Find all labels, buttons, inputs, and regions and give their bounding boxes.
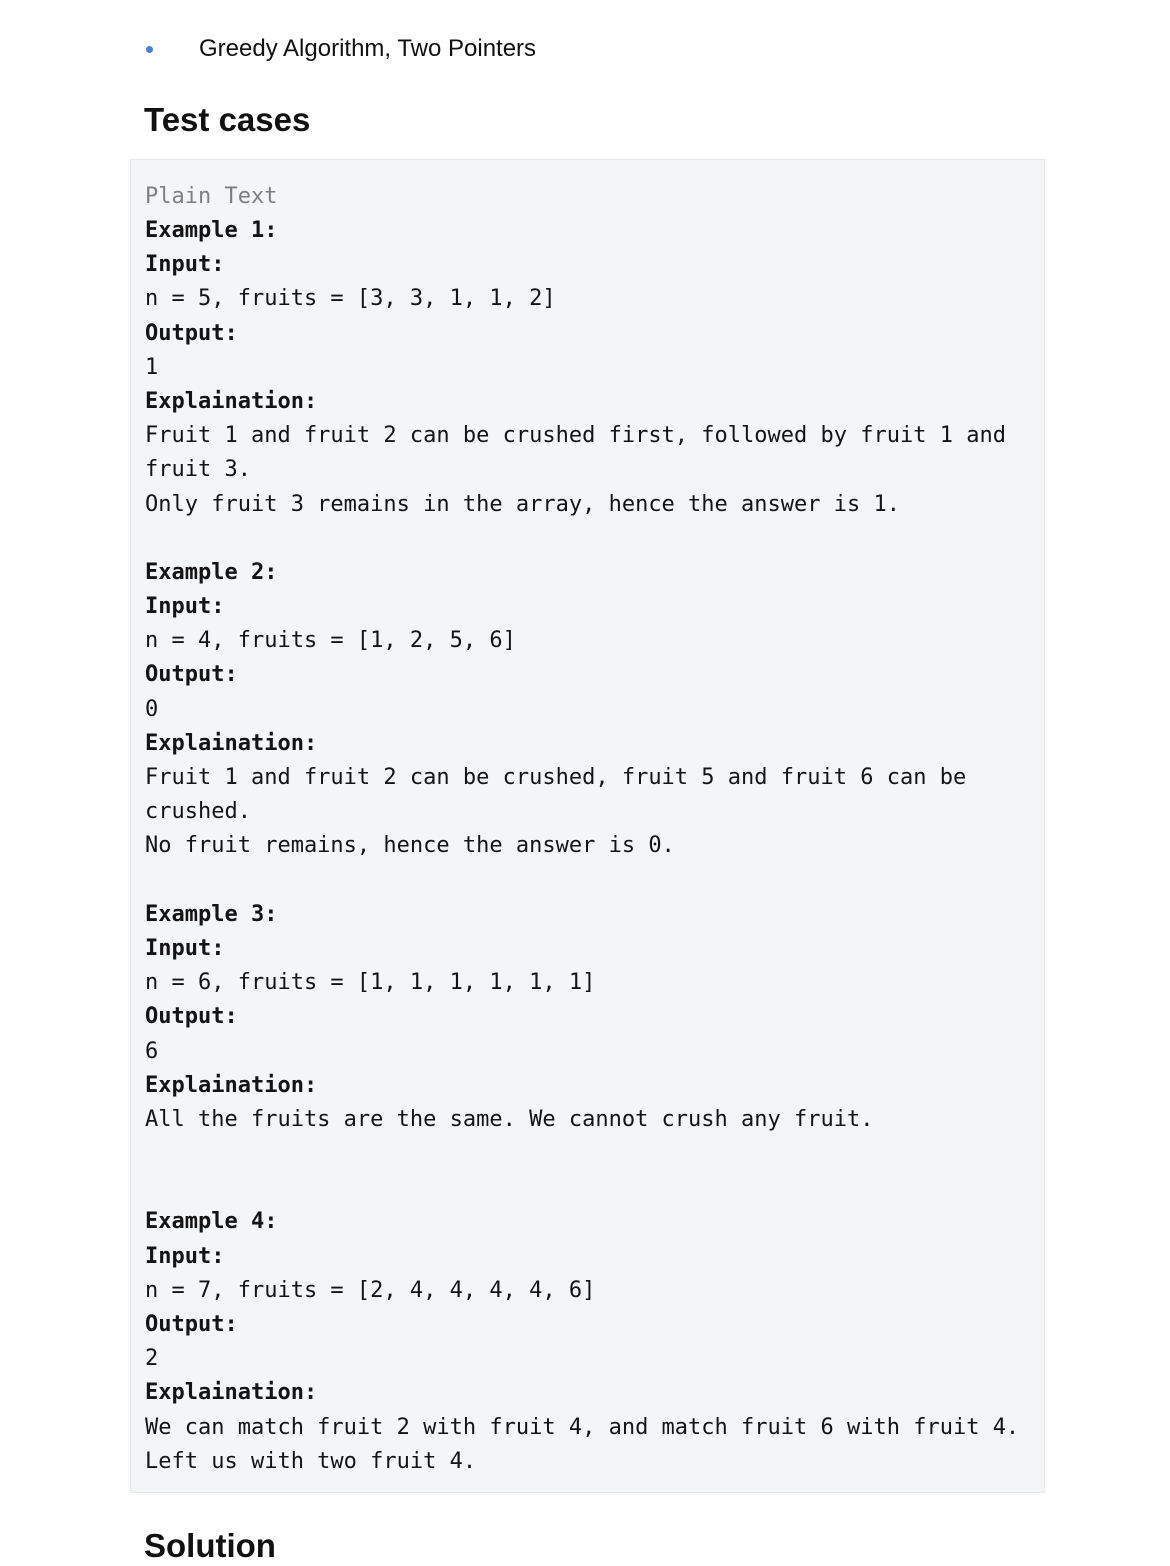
topic-tags-text: Greedy Algorithm, Two Pointers <box>199 35 537 62</box>
code-line: 1 <box>145 354 159 380</box>
code-line: 0 <box>145 696 159 722</box>
code-label-line: Output: <box>145 1312 238 1337</box>
code-label-line: Example 2: <box>145 559 278 585</box>
code-line: n = 5, fruits = [3, 3, 1, 1, 2] <box>145 286 556 312</box>
code-label-line: Input: <box>145 1243 225 1269</box>
code-blank-line <box>145 1137 1019 1171</box>
code-label-line: Input: <box>145 594 225 620</box>
code-language-label: Plain Text <box>145 184 278 209</box>
code-label-line: Input: <box>145 252 225 278</box>
code-content <box>145 214 1019 1479</box>
code-label-line: Output: <box>145 320 238 346</box>
code-line: Only fruit 3 remains in the array, hence the answer is 1. <box>145 491 900 517</box>
code-blank-line <box>145 864 1019 898</box>
code-line: Fruit 1 and fruit 2 can be crushed first, followed by fruit 1 and <box>145 423 1006 449</box>
code-blank-line <box>145 1171 1019 1205</box>
code-label-line: Explaination: <box>145 1072 318 1098</box>
code-label-line: Example 3: <box>145 901 278 927</box>
code-line: All the fruits are the same. We cannot crush any fruit. <box>145 1106 874 1132</box>
code-label-line: Output: <box>145 662 238 688</box>
code-line: crushed. <box>145 799 251 825</box>
code-line: Left us with two fruit 4. <box>145 1448 477 1474</box>
code-line: 6 <box>145 1038 159 1064</box>
code-label-line: Explaination: <box>145 388 318 414</box>
code-line: n = 4, fruits = [1, 2, 5, 6] <box>145 628 516 654</box>
code-label-line: Example 4: <box>145 1209 278 1235</box>
code-line: n = 7, fruits = [2, 4, 4, 4, 4, 6] <box>145 1277 596 1303</box>
code-line: n = 6, fruits = [1, 1, 1, 1, 1, 1] <box>145 970 596 996</box>
code-line: No fruit remains, hence the answer is 0. <box>145 833 675 859</box>
topic-list-item <box>144 33 537 65</box>
test-cases-heading: Test cases <box>144 101 311 138</box>
code-label-line: Example 1: <box>145 218 278 243</box>
code-block[interactable] <box>130 159 1045 1493</box>
code-label-line: Input: <box>145 935 225 961</box>
solution-heading: Solution <box>144 1527 276 1564</box>
code-label-line: Output: <box>145 1004 238 1030</box>
bullet-icon <box>146 46 153 53</box>
code-blank-line <box>145 522 1019 556</box>
code-label-line: Explaination: <box>145 1380 318 1406</box>
code-line: Fruit 1 and fruit 2 can be crushed, fruit 5 and fruit 6 can be <box>145 765 967 790</box>
code-line: We can match fruit 2 with fruit 4, and match fruit 6 with fruit 4. <box>145 1414 1020 1440</box>
code-label-line: Explaination: <box>145 730 318 756</box>
code-line: 2 <box>145 1346 159 1372</box>
code-line: fruit 3. <box>145 457 251 483</box>
